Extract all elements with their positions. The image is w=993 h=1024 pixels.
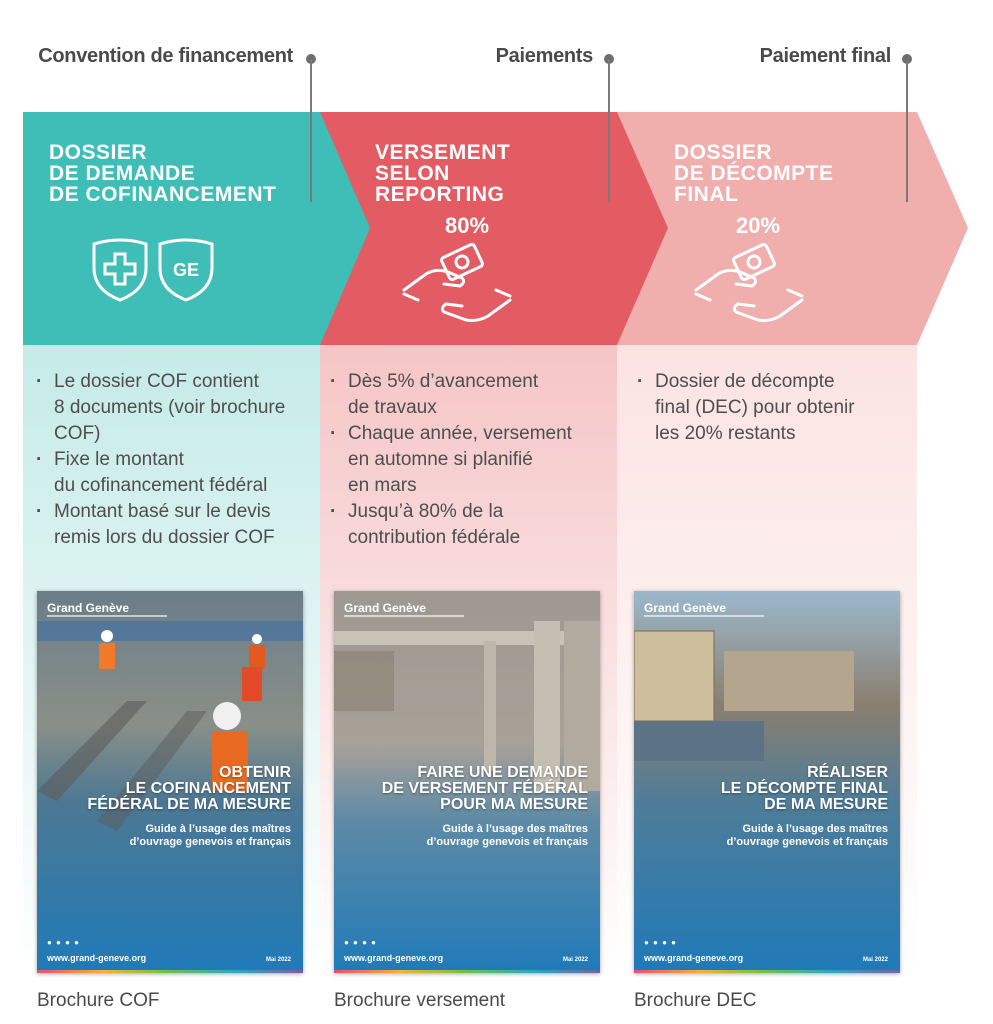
brochure-brand-underline bbox=[344, 615, 464, 617]
list-item: · Dès 5% d’avancement de travaux bbox=[326, 369, 611, 421]
brochure-caption-cof: Brochure COF bbox=[37, 990, 160, 1011]
partner-logos-icon: ● ● ● ● bbox=[344, 938, 377, 947]
brochure-title: OBTENIR LE COFINANCEMENT FÉDÉRAL DE MA MESURE bbox=[87, 764, 291, 813]
brochure-date: Mai 2022 bbox=[265, 957, 291, 963]
milestone-convention: Convention de financement bbox=[38, 45, 293, 67]
milestone-pin-line bbox=[310, 60, 312, 202]
bullet-list-versement bbox=[326, 369, 611, 551]
list-item: · Montant basé sur le devis remis lors du dossier COF bbox=[32, 499, 317, 551]
brochure-title: FAIRE UNE DEMANDE DE VERSEMENT FÉDÉRAL POUR MA MESURE bbox=[381, 764, 588, 813]
partner-logos-icon: ● ● ● ● bbox=[644, 938, 677, 947]
brochure-brand: Grand Genève bbox=[644, 601, 727, 615]
money-hand-icon bbox=[692, 242, 807, 330]
rainbow-bar bbox=[634, 970, 900, 973]
brochure-url: www.grand-geneve.org bbox=[47, 953, 147, 963]
milestone-pin-line bbox=[906, 60, 908, 202]
brochure-brand: Grand Genève bbox=[344, 601, 427, 615]
brochure-date: Mai 2022 bbox=[862, 957, 888, 963]
bullet-list-dec bbox=[633, 369, 913, 447]
brochure-cover-dec[interactable] bbox=[634, 591, 900, 973]
brochure-caption-versement: Brochure versement bbox=[334, 990, 506, 1011]
milestone-paiements: Paiements bbox=[495, 45, 593, 67]
brochure-brand: Grand Genève bbox=[47, 601, 130, 615]
list-item: · Le dossier COF contient 8 documents (voir brochure COF) bbox=[32, 369, 317, 447]
step-percent-versement: 80% bbox=[445, 213, 490, 238]
list-item: · Fixe le montant du cofinancement fédéral bbox=[32, 447, 317, 499]
milestone-pin-line bbox=[608, 60, 610, 202]
step-title-cof: DOSSIER DE DEMANDE DE COFINANCEMENT bbox=[49, 141, 277, 206]
brochure-date: Mai 2022 bbox=[562, 957, 588, 963]
rainbow-bar bbox=[37, 970, 303, 973]
money-hand-icon bbox=[400, 242, 515, 330]
list-item: · Dossier de décompte final (DEC) pour obtenir les 20% restants bbox=[633, 369, 913, 447]
milestone-paiement-final: Paiement final bbox=[759, 45, 891, 67]
brochure-url: www.grand-geneve.org bbox=[344, 953, 444, 963]
ge-shield-icon bbox=[156, 238, 216, 302]
list-item: · Jusqu’à 80% de la contribution fédérale bbox=[326, 499, 611, 551]
step-percent-dec: 20% bbox=[736, 213, 781, 238]
brochure-subtitle: Guide à l’usage des maîtres d’ouvrage genevois et français bbox=[726, 823, 888, 848]
ge-badge-text: GE bbox=[172, 260, 200, 280]
list-item: · Chaque année, versement en automne si planifié en mars bbox=[326, 421, 611, 499]
brochure-title: RÉALISER LE DÉCOMPTE FINAL DE MA MESURE bbox=[720, 764, 888, 813]
brochure-url: www.grand-geneve.org bbox=[644, 953, 744, 963]
brochure-subtitle: Guide à l’usage des maîtres d’ouvrage genevois et français bbox=[129, 823, 291, 848]
brochure-subtitle: Guide à l’usage des maîtres d’ouvrage genevois et français bbox=[426, 823, 588, 848]
brochure-brand-underline bbox=[644, 615, 764, 617]
rainbow-bar bbox=[334, 970, 600, 973]
brochure-cover-cof[interactable] bbox=[37, 591, 303, 973]
bullet-list-cof bbox=[32, 369, 317, 551]
step-title-versement: VERSEMENT SELON REPORTING bbox=[375, 141, 511, 206]
brochure-caption-dec: Brochure DEC bbox=[634, 990, 757, 1011]
swiss-cross-shield-icon bbox=[90, 238, 150, 302]
step-title-dec: DOSSIER DE DÉCOMPTE FINAL bbox=[674, 141, 834, 206]
brochure-cover-versement[interactable] bbox=[334, 591, 600, 973]
partner-logos-icon: ● ● ● ● bbox=[47, 938, 80, 947]
brochure-brand-underline bbox=[47, 615, 167, 617]
